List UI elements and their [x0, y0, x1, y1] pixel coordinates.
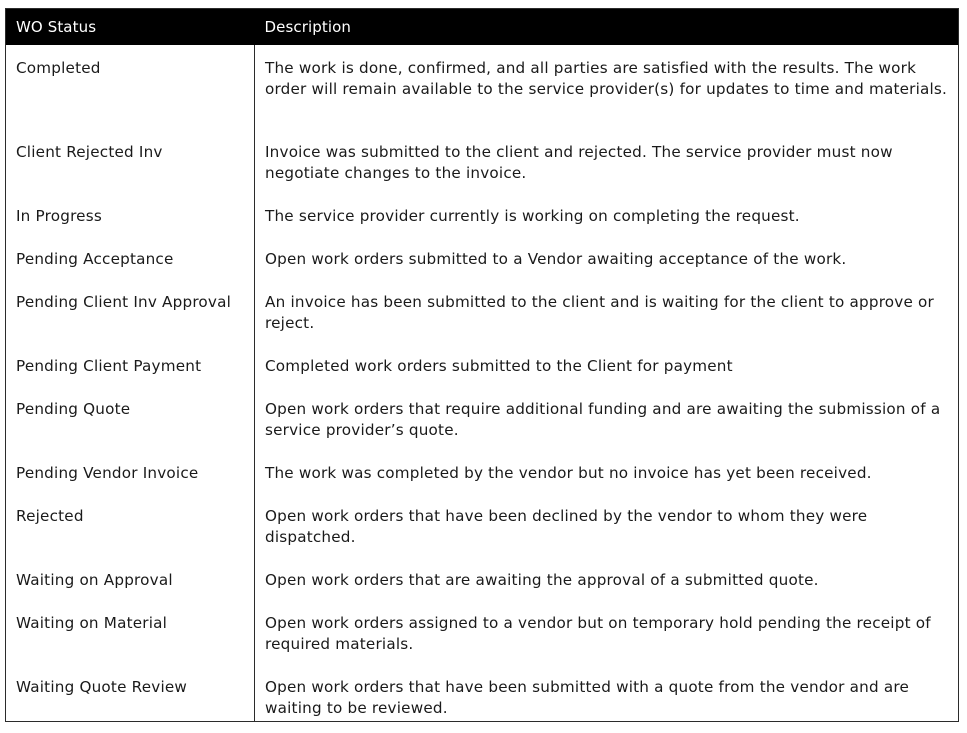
status-cell: Waiting on Approval: [6, 557, 255, 600]
header-description: Description: [255, 9, 959, 46]
table-header: [6, 9, 959, 46]
table-row: [6, 193, 959, 236]
status-cell: Waiting on Material: [6, 600, 255, 664]
description-cell: Completed work orders submitted to the Client for payment: [265, 357, 733, 375]
description-cell: The work is done, confirmed, and all parties are satisfied with the results. The work order will remain available to the service provider(s) for updates to time and materials.: [265, 59, 948, 98]
table-row: [6, 279, 959, 343]
description-cell: Open work orders that are awaiting the approval of a submitted quote.: [265, 571, 819, 589]
description-cell: Open work orders submitted to a Vendor awaiting acceptance of the work.: [265, 250, 847, 268]
header-wo-status: WO Status: [6, 9, 255, 46]
status-cell: Pending Client Inv Approval: [6, 279, 255, 343]
table-row: [6, 450, 959, 493]
table-row: [6, 664, 959, 722]
description-cell: Open work orders that require additional funding and are awaiting the submission of a service provider’s quote.: [265, 400, 941, 439]
table-row: [6, 600, 959, 664]
description-cell: Open work orders that have been submitted with a quote from the vendor and are waiting to be reviewed.: [265, 678, 909, 717]
status-cell: Pending Quote: [6, 386, 255, 450]
description-cell: Invoice was submitted to the client and rejected. The service provider must now negotiate changes to the invoice.: [265, 143, 893, 182]
table-row: [6, 236, 959, 279]
status-cell: Completed: [6, 45, 255, 129]
status-cell: Waiting Quote Review: [6, 664, 255, 722]
status-cell: In Progress: [6, 193, 255, 236]
status-cell: Rejected: [6, 493, 255, 557]
description-cell: The work was completed by the vendor but no invoice has yet been received.: [265, 464, 872, 482]
header-row: [6, 9, 959, 46]
wo-status-table: [5, 8, 959, 722]
table-row: [6, 45, 959, 129]
description-cell: Open work orders assigned to a vendor but on temporary hold pending the receipt of required materials.: [265, 614, 931, 653]
status-cell: Pending Client Payment: [6, 343, 255, 386]
description-cell: The service provider currently is working on completing the request.: [265, 207, 800, 225]
status-cell: Client Rejected Inv: [6, 129, 255, 193]
table-row: [6, 343, 959, 386]
table-row: [6, 386, 959, 450]
description-cell: Open work orders that have been declined by the vendor to whom they were dispatched.: [265, 507, 868, 546]
status-cell: Pending Acceptance: [6, 236, 255, 279]
description-cell: An invoice has been submitted to the client and is waiting for the client to approve or reject.: [265, 293, 934, 332]
table-body: [6, 45, 959, 722]
status-cell: Pending Vendor Invoice: [6, 450, 255, 493]
table-row: [6, 557, 959, 600]
table-row: [6, 493, 959, 557]
table-row: [6, 129, 959, 193]
